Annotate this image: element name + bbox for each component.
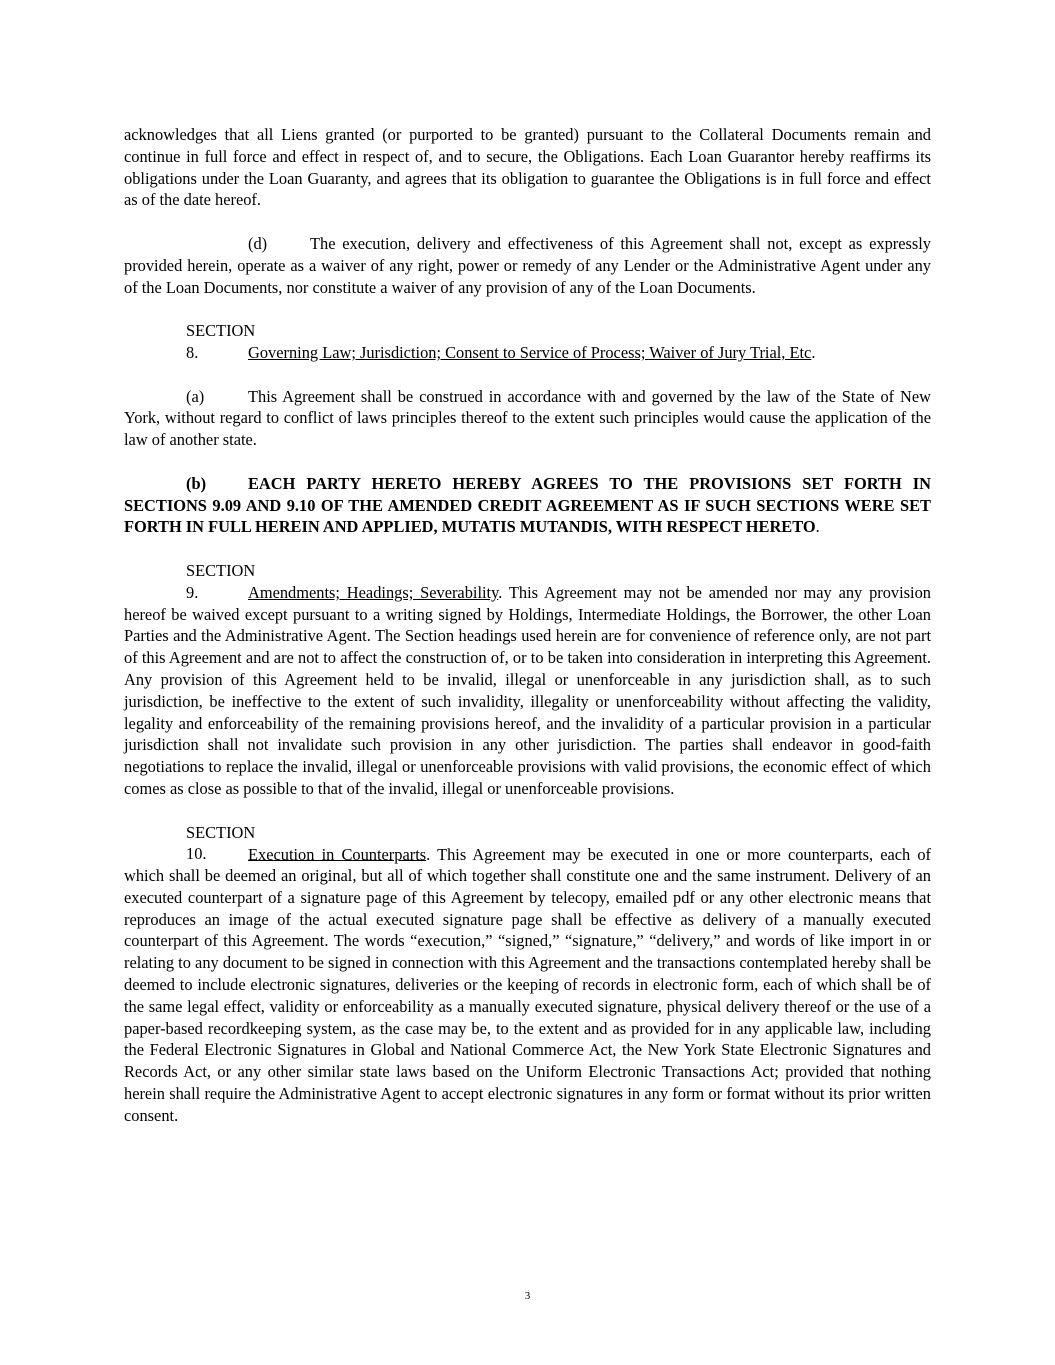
paragraph-continuation [124,124,931,211]
punctuation: . [811,342,816,362]
paragraph-text: . This Agreement may not be amended nor may any provision hereof be waived except pursuant to a writing signed by Holdings, Intermediate Holdings, the Borrower, the other Loan Parties and the Administrative Agent. The Section headings used herein are for convenience of reference only, are not part of this Agreement and are not to affect the construction of, or to be taken into consideration in interpreting this Agreement. Any provision of this Agreement held to be invalid, illegal or unenforceable in any jurisdiction shall, as to such jurisdiction, be ineffective to the extent of such invalidity, illegality or unenforceability without affecting the validity, legality and enforceability of the remaining provisions hereof, and the invalidity of a particular provision in a particular jurisdiction shall not invalidate such provision in any other jurisdiction. The parties shall endeavor in good-faith negotiations to replace the invalid, illegal or unenforceable provisions with valid provisions, the economic effect of which comes as close as possible to that of the invalid, illegal or unenforceable provisions. [124,582,931,798]
section-title: Amendments; Headings; Severability [248,582,499,602]
document-page [124,124,931,1148]
section-8a [124,386,931,451]
page-number: 3 [524,1290,531,1302]
section-title: Execution in Counterparts [248,844,427,864]
section-8-heading [124,320,931,364]
paragraph-text: The execution, delivery and effectiveness of this Agreement shall not, except as expressly provided herein, operate as a waiver of any right, power or remedy of any Lender or the Administrative Agent under any of the Loan Documents, nor constitute a waiver of any provision of any of the Loan Documents. [124,233,931,297]
paragraph-text: acknowledges that all Liens granted (or purported to be granted) pursuant to the Collateral Documents remain and continue in full force and effect in respect of, and to secure, the Obligations. Each Loan Guarantor hereby reaffirms its obligations under the Loan Guaranty, and agrees that its obligation to guarantee the Obligations is in full force and effect as of the date hereof. [124,125,931,210]
section-10 [124,822,931,1127]
section-title: Governing Law; Jurisdiction; Consent to Service of Process; Waiver of Jury Trial, Etc [248,342,812,362]
punctuation: . [815,517,820,537]
section-label: SECTION 8. [186,321,256,362]
section-label: SECTION 9. [186,560,256,602]
section-8b [124,473,931,538]
clause-label: (b) [186,473,207,493]
paragraph-d [124,233,931,298]
section-label: SECTION 10. [186,822,256,864]
clause-label: (d) [248,233,268,253]
section-9 [124,560,931,800]
clause-label: (a) [186,386,205,406]
paragraph-text: . This Agreement may be executed in one or more counterparts, each of which shall be deemed an original, but all of which together shall constitute one and the same instrument. Delivery of an executed counterpart of a signature page of this Agreement by telecopy, emailed pdf or any other electronic means that reproduces an image of the actual executed signature page shall be effective as delivery of a manually executed counterpart of this Agreement. The words “execution,” “signed,” “signature,” “delivery,” and words of like import in or relating to any document to be signed in connection with this Agreement and the transactions contemplated hereby shall be deemed to include electronic signatures, deliveries or the keeping of records in electronic form, each of which shall be of the same legal effect, validity or enforceability as a manually executed signature, physical delivery thereof or the use of a paper-based recordkeeping system, as the case may be, to the extent and as provided for in any applicable law, including the Federal Electronic Signatures in Global and National Commerce Act, the New York State Electronic Signatures and Records Act, or any other similar state laws based on the Uniform Electronic Transactions Act; provided that nothing herein shall require the Administrative Agent to accept electronic signatures in any form or format without its prior written consent. [124,844,932,1125]
paragraph-text: This Agreement shall be construed in accordance with and governed by the law of the State of New York, without regard to conflict of laws principles thereof to the extent such principles would cause the application of the law of another state. [124,386,931,450]
paragraph-text: EACH PARTY HERETO HEREBY AGREES TO THE PROVISIONS SET FORTH IN SECTIONS 9.09 AND 9.10 OF THE AMENDED CREDIT AGREEMENT AS IF SUCH SECTIONS WERE SET FORTH IN FULL HEREIN AND APPLIED, MUTATIS MUTANDIS, WITH RESPECT HERETO [124,473,931,537]
